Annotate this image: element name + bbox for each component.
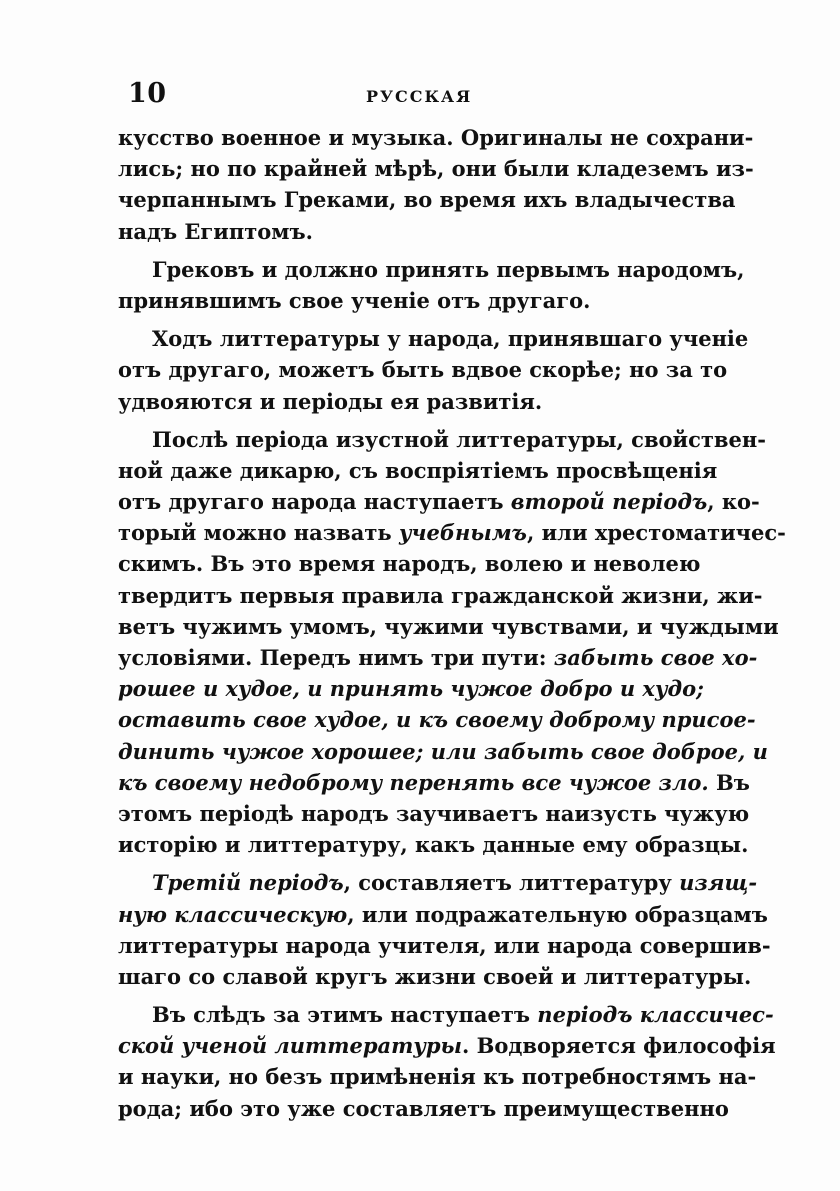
- text-line: [118, 767, 750, 798]
- text-line: [118, 424, 766, 455]
- text-run: принявшимъ свое ученіе отъ другаго.: [118, 287, 591, 313]
- text-line: [118, 354, 728, 385]
- text-line: [118, 323, 749, 354]
- text-run: скимъ. Въ это время народъ, волею и неволею: [118, 551, 701, 577]
- text-line: [118, 999, 774, 1030]
- paragraph: [118, 254, 745, 316]
- paragraph-gap: [118, 417, 688, 424]
- running-title: РУССКАЯ: [366, 87, 473, 106]
- italic-run: Третій періодъ: [152, 870, 344, 896]
- text-run: и науки, но безъ примѣненія къ потребностямъ на-: [118, 1064, 757, 1090]
- text-line: [118, 1061, 757, 1092]
- text-run: Въ слѣдъ за этимъ наступаетъ: [152, 1002, 538, 1028]
- text-run: Послѣ періода изустной литтературы, свойствен-: [152, 426, 766, 452]
- paragraph-gap: [118, 992, 688, 999]
- text-line: [118, 455, 718, 486]
- text-line: [118, 548, 701, 579]
- italic-run: рошее и худое, и принять чужое добро и худо;: [118, 676, 704, 702]
- text-line: [118, 254, 745, 285]
- text-run: Грековъ и должно принять первымъ народомъ,: [152, 256, 745, 282]
- paragraph: [118, 867, 771, 992]
- text-run: Ходъ литтературы у народа, принявшаго ученіе: [152, 326, 749, 352]
- text-line: [118, 184, 736, 215]
- text-line: [118, 611, 779, 642]
- italic-run: изящ-: [679, 870, 758, 896]
- italic-run: учебнымъ: [398, 520, 527, 546]
- text-line: [118, 961, 752, 992]
- text-line: [118, 386, 688, 417]
- text-line: [118, 867, 758, 898]
- italic-run: забыть свое хо-: [553, 645, 758, 670]
- text-line: [118, 798, 750, 829]
- text-run: , или подражательную образцамъ: [347, 901, 768, 927]
- text-run: Въ: [708, 769, 750, 795]
- text-run: шаго со славой кругъ жизни своей и литтературы.: [118, 963, 752, 989]
- paragraph-gap: [118, 316, 688, 323]
- italic-run: динить чужое хорошее; или забыть свое доброе, и: [118, 738, 768, 764]
- text-run: рода; ибо это уже составляетъ преимущественно: [118, 1095, 729, 1121]
- text-run: условіями. Передъ нимъ три пути:: [118, 645, 554, 670]
- text-run: исторію и литтературу, какъ данные ему образцы.: [118, 832, 749, 858]
- text-line: [118, 285, 688, 316]
- text-line: [118, 153, 754, 184]
- text-run: . Водворяется философія: [461, 1033, 776, 1059]
- italic-run: оставить свое худое, и къ своему доброму присое-: [118, 707, 756, 733]
- text-run: отъ другаго народа наступаетъ: [118, 489, 511, 515]
- text-run: ной даже дикарю, съ воспріятіемъ просвѣщенія: [118, 457, 718, 483]
- text-line: [118, 930, 771, 961]
- text-run: твердитъ первыя правила гражданской жизни, жи-: [118, 582, 763, 608]
- body-text: [118, 122, 786, 1124]
- text-line: [118, 216, 688, 247]
- text-line: [118, 1030, 776, 1061]
- text-run: ветъ чужимъ умомъ, чужими чувствами, и чуждыми: [118, 613, 779, 639]
- paragraph: [118, 323, 749, 417]
- text-line: [118, 899, 768, 930]
- italic-run: періодъ классичес-: [537, 1002, 774, 1028]
- text-line: [118, 829, 749, 860]
- text-run: , составляетъ литтературу: [343, 870, 680, 896]
- running-header: [128, 78, 688, 118]
- text-line: [118, 580, 763, 611]
- paragraph-gap: [118, 247, 688, 254]
- text-run: кусство военное и музыка. Оригиналы не сохрани-: [118, 125, 754, 150]
- text-run: , ко-: [707, 489, 760, 515]
- italic-run: къ своему недоброму перенять все чужое зло.: [118, 769, 709, 795]
- text-line: [118, 122, 754, 153]
- paragraph: [118, 424, 786, 861]
- text-run: удвояются и періоды ея развитія.: [118, 388, 543, 414]
- text-run: литтературы народа учителя, или народа совершив-: [118, 932, 771, 958]
- text-line: [118, 673, 704, 704]
- text-run: отъ другаго, можетъ быть вдвое скорѣе; но за то: [118, 357, 728, 383]
- italic-run: второй періодъ: [510, 489, 708, 515]
- text-line: [118, 1093, 729, 1124]
- text-run: черпаннымъ Греками, во время ихъ владычества: [118, 187, 736, 213]
- text-run: этомъ періодѣ народъ заучиваетъ наизусть чужую: [118, 800, 750, 826]
- paragraph: [118, 999, 776, 1124]
- page-number: 10: [128, 78, 167, 109]
- italic-run: ской ученой литтературы: [118, 1033, 462, 1059]
- text-line: [118, 736, 768, 767]
- text-line: [118, 642, 758, 673]
- paragraph-gap: [118, 860, 688, 867]
- text-run: надъ Египтомъ.: [118, 218, 313, 244]
- italic-run: ную классическую: [118, 901, 348, 927]
- text-line: [118, 704, 756, 735]
- paragraph: [118, 122, 754, 247]
- text-line: [118, 486, 760, 517]
- text-line: [118, 517, 786, 548]
- text-run: , или хрестоматичес-: [526, 520, 786, 546]
- text-run: лись; но по крайней мѣрѣ, они были кладеземъ из-: [118, 156, 754, 182]
- text-run: торый можно назвать: [118, 520, 399, 546]
